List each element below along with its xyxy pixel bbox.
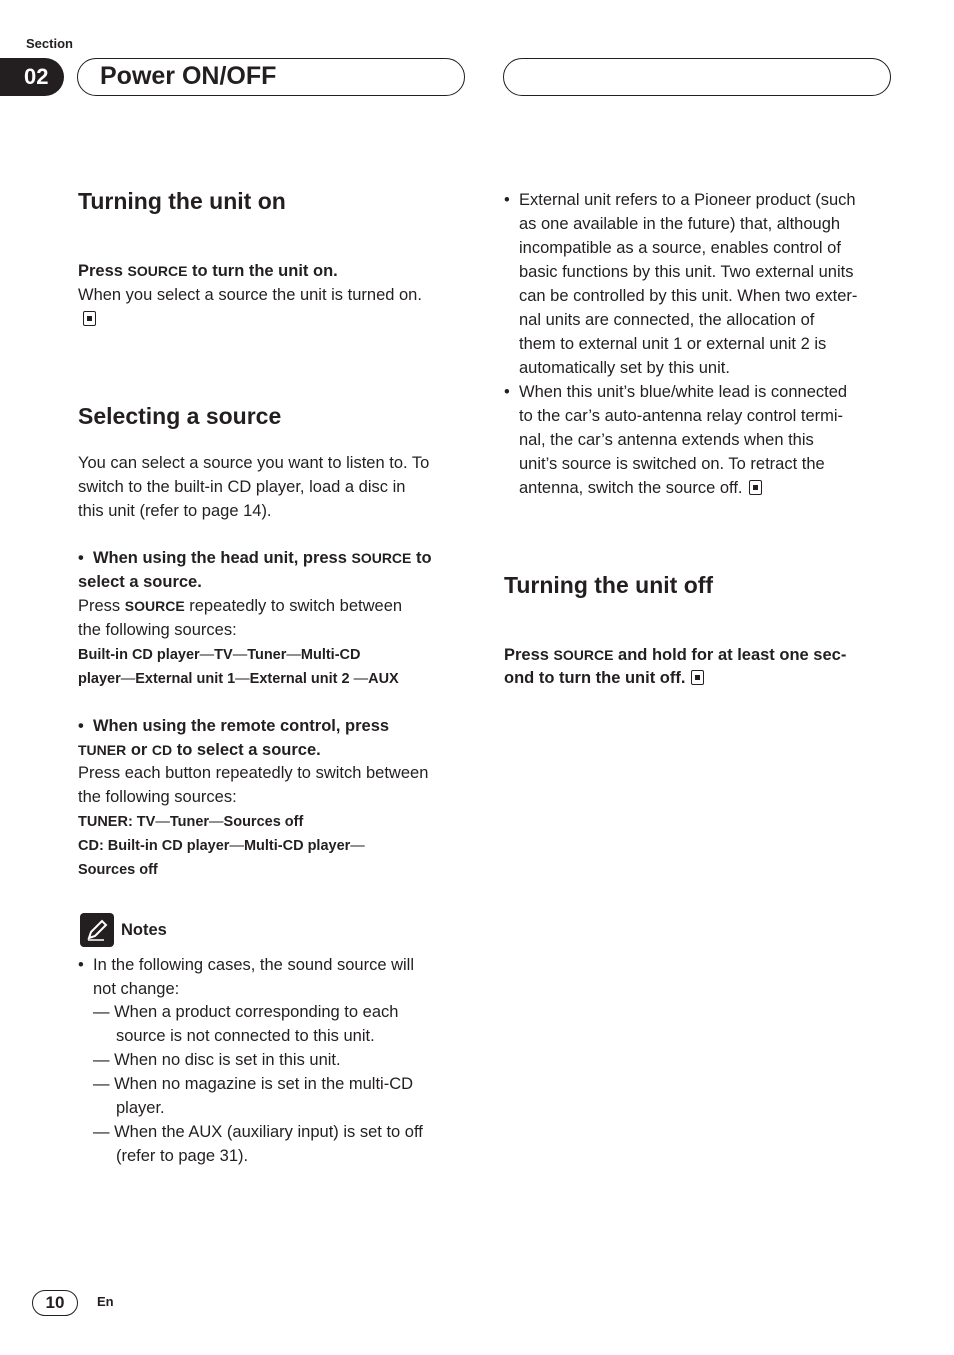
language-label: En (97, 1294, 114, 1309)
notes-label: Notes (121, 921, 167, 939)
notes-pencil-icon (80, 913, 114, 947)
end-mark-icon (691, 670, 704, 685)
heading-turning-off: Turning the unit off (504, 572, 714, 598)
remote-body-1: Press each button repeatedly to switch between (78, 764, 429, 782)
page-title: Power ON/OFF (77, 58, 465, 96)
right-bullet-1-line-7: them to external unit 1 or external unit 2 is (519, 335, 827, 353)
notes-item-4b: (refer to page 31). (116, 1147, 249, 1165)
right-bullet-1: • (504, 191, 510, 209)
remote-cd-sequence-2: Sources off (78, 862, 158, 878)
head-unit-body-2: the following sources: (78, 621, 237, 639)
head-unit-instruction-1: • When using the head unit, press SOURCE to (78, 549, 432, 567)
section-number-tab: 02 (0, 58, 64, 96)
selecting-intro-1: You can select a source you want to listen to. To (78, 454, 430, 472)
right-bullet-2-line-3: nal, the car’s antenna extends when this (519, 431, 814, 449)
remote-body-2: the following sources: (78, 788, 237, 806)
turning-on-instruction: Press SOURCE to turn the unit on. (78, 262, 338, 280)
header-empty-box (503, 58, 891, 96)
head-unit-body-1: Press SOURCE repeatedly to switch between (78, 597, 403, 615)
end-mark-icon (749, 480, 762, 495)
notes-item-2: — When no disc is set in this unit. (93, 1051, 341, 1069)
right-bullet-2: • (504, 383, 510, 401)
heading-selecting-source: Selecting a source (78, 403, 282, 429)
turning-on-body: When you select a source the unit is turned on. (78, 286, 422, 304)
turning-off-instruction-2: ond to turn the unit off. (504, 666, 704, 690)
remote-instruction-2: TUNER or CD to select a source. (78, 741, 321, 759)
heading-turning-on: Turning the unit on (78, 188, 286, 214)
turning-off-instruction-1: Press SOURCE and hold for at least one sec- (504, 646, 847, 664)
right-bullet-1-line-8: automatically set by this unit. (519, 359, 730, 377)
notes-intro-2: not change: (93, 980, 180, 998)
right-bullet-1-line-6: nal units are connected, the allocation of (519, 311, 815, 329)
head-unit-sequence-2: player—External unit 1—External unit 2 —AUX (78, 671, 399, 687)
right-bullet-2-line-4: unit’s source is switched on. To retract the (519, 455, 825, 473)
right-bullet-1-line-2: as one available in the future) that, although (519, 215, 841, 233)
page-number: 10 (32, 1290, 78, 1316)
section-label: Section (26, 36, 73, 51)
right-bullet-1-line-5: can be controlled by this unit. When two exter- (519, 287, 858, 305)
right-bullet-1-line-3: incompatible as a source, enables control of (519, 239, 841, 257)
notes-item-3a: — When no magazine is set in the multi-CD (93, 1075, 414, 1093)
end-mark-icon (77, 311, 96, 329)
notes-item-4a: — When the AUX (auxiliary input) is set to off (93, 1123, 423, 1141)
selecting-intro-2: switch to the built-in CD player, load a disc in (78, 478, 406, 496)
right-bullet-2-line-1: When this unit’s blue/white lead is connected (519, 383, 848, 401)
head-unit-instruction-2: select a source. (78, 573, 202, 591)
remote-tuner-sequence: TUNER: TV—Tuner—Sources off (78, 814, 304, 830)
notes-item-3b: player. (116, 1099, 165, 1117)
selecting-intro-3: this unit (refer to page 14). (78, 502, 272, 520)
right-bullet-1-line-1: External unit refers to a Pioneer product (such (519, 191, 856, 209)
notes-intro-1: In the following cases, the sound source will (93, 956, 415, 974)
notes-bullet: • (78, 956, 84, 974)
notes-item-1b: source is not connected to this unit. (116, 1027, 375, 1045)
remote-instruction-1: • When using the remote control, press (78, 717, 390, 735)
right-bullet-2-line-5: antenna, switch the source off. (519, 476, 762, 500)
right-bullet-1-line-4: basic functions by this unit. Two external units (519, 263, 854, 281)
right-bullet-2-line-2: to the car’s auto-antenna relay control termi- (519, 407, 844, 425)
remote-cd-sequence: CD: Built-in CD player—Multi-CD player— (78, 838, 365, 854)
notes-item-1a: — When a product corresponding to each (93, 1003, 399, 1021)
head-unit-sequence-1: Built-in CD player—TV—Tuner—Multi-CD (78, 647, 361, 663)
